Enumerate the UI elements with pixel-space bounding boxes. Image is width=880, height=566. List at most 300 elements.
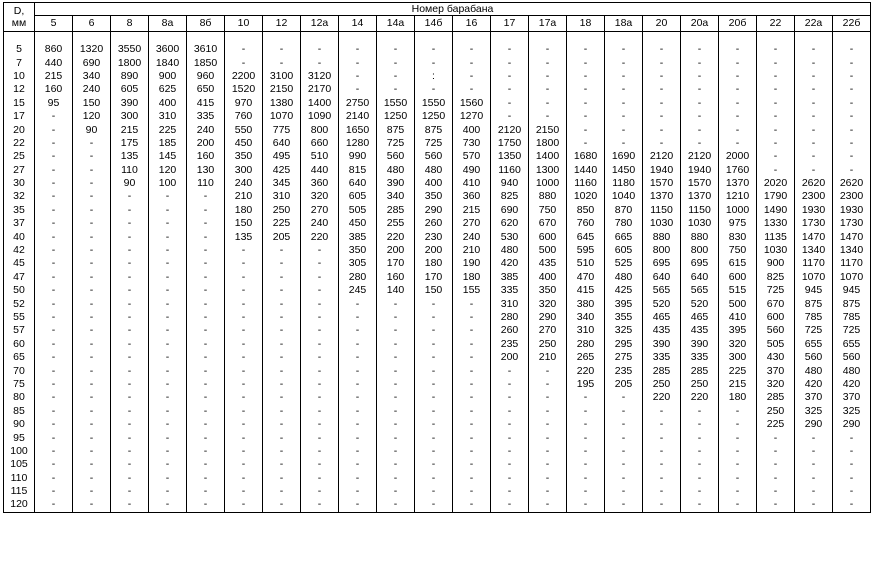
- value-cell: -: [263, 445, 301, 458]
- value-cell: -: [833, 164, 871, 177]
- value-cell: -: [643, 485, 681, 498]
- value-cell: -: [719, 56, 757, 69]
- value-cell: -: [35, 123, 73, 136]
- value-cell: -: [225, 271, 263, 284]
- value-cell: -: [35, 338, 73, 351]
- value-cell: 175: [111, 137, 149, 150]
- value-cell: 440: [301, 164, 339, 177]
- value-cell: -: [35, 351, 73, 364]
- value-cell: -: [453, 70, 491, 83]
- value-cell: -: [795, 110, 833, 123]
- value-cell: 900: [149, 70, 187, 83]
- value-cell: 215: [719, 378, 757, 391]
- value-cell: 345: [263, 177, 301, 190]
- diameter-cell: 17: [4, 110, 35, 123]
- value-cell: 1400: [529, 150, 567, 163]
- value-cell: -: [529, 378, 567, 391]
- value-cell: -: [719, 445, 757, 458]
- value-cell: -: [415, 378, 453, 391]
- value-cell: -: [301, 324, 339, 337]
- value-cell: -: [491, 83, 529, 96]
- value-cell: -: [111, 338, 149, 351]
- value-cell: 850: [567, 204, 605, 217]
- value-cell: -: [643, 110, 681, 123]
- value-cell: 1350: [491, 150, 529, 163]
- value-cell: 240: [225, 177, 263, 190]
- value-cell: -: [833, 43, 871, 56]
- value-cell: -: [149, 338, 187, 351]
- value-cell: -: [339, 70, 377, 83]
- value-cell: 215: [453, 204, 491, 217]
- value-cell: 760: [567, 217, 605, 230]
- value-cell: -: [225, 324, 263, 337]
- value-cell: 310: [263, 190, 301, 203]
- value-cell: -: [149, 217, 187, 230]
- value-cell: 1070: [263, 110, 301, 123]
- table-row: [4, 83, 871, 96]
- value-cell: -: [149, 284, 187, 297]
- value-cell: -: [149, 445, 187, 458]
- value-cell: 415: [567, 284, 605, 297]
- value-cell: -: [719, 458, 757, 471]
- value-cell: -: [111, 351, 149, 364]
- value-cell: :: [415, 70, 453, 83]
- value-cell: 2620: [795, 177, 833, 190]
- value-cell: -: [263, 391, 301, 404]
- value-cell: 2000: [719, 150, 757, 163]
- value-cell: -: [529, 405, 567, 418]
- value-cell: 1135: [757, 230, 795, 243]
- value-cell: 1250: [415, 110, 453, 123]
- value-cell: -: [415, 458, 453, 471]
- value-cell: -: [35, 257, 73, 270]
- value-cell: -: [73, 177, 111, 190]
- value-cell: 600: [529, 230, 567, 243]
- value-cell: -: [263, 472, 301, 485]
- value-cell: -: [377, 351, 415, 364]
- value-cell: 565: [643, 284, 681, 297]
- spacer-cell: [605, 32, 643, 44]
- value-cell: -: [719, 70, 757, 83]
- value-cell: 200: [377, 244, 415, 257]
- spacer-cell: [301, 32, 339, 44]
- value-cell: -: [149, 257, 187, 270]
- value-cell: -: [263, 405, 301, 418]
- diameter-cell: 12: [4, 83, 35, 96]
- value-cell: -: [491, 97, 529, 110]
- value-cell: -: [795, 43, 833, 56]
- value-cell: -: [757, 97, 795, 110]
- value-cell: -: [111, 405, 149, 418]
- value-cell: -: [111, 284, 149, 297]
- value-cell: 325: [605, 324, 643, 337]
- value-cell: -: [681, 56, 719, 69]
- value-cell: 225: [149, 123, 187, 136]
- value-cell: -: [415, 391, 453, 404]
- value-cell: -: [453, 458, 491, 471]
- value-cell: 560: [757, 324, 795, 337]
- value-cell: -: [73, 391, 111, 404]
- value-cell: 225: [263, 217, 301, 230]
- value-cell: 1400: [301, 97, 339, 110]
- value-cell: -: [225, 391, 263, 404]
- diameter-cell: 55: [4, 311, 35, 324]
- value-cell: 775: [263, 123, 301, 136]
- value-cell: 490: [453, 164, 491, 177]
- value-cell: -: [111, 418, 149, 431]
- value-cell: 595: [567, 244, 605, 257]
- value-cell: -: [111, 297, 149, 310]
- diameter-cell: 50: [4, 284, 35, 297]
- value-cell: -: [833, 445, 871, 458]
- value-cell: -: [73, 458, 111, 471]
- value-cell: -: [263, 244, 301, 257]
- value-cell: 640: [681, 271, 719, 284]
- value-cell: -: [377, 56, 415, 69]
- value-cell: 945: [833, 284, 871, 297]
- value-cell: -: [377, 498, 415, 512]
- value-cell: 270: [453, 217, 491, 230]
- value-cell: 1940: [643, 164, 681, 177]
- value-cell: -: [263, 498, 301, 512]
- table-row: [4, 378, 871, 391]
- value-cell: -: [149, 405, 187, 418]
- diameter-cell: 27: [4, 164, 35, 177]
- value-cell: -: [263, 364, 301, 377]
- value-cell: 730: [453, 137, 491, 150]
- value-cell: 1370: [719, 177, 757, 190]
- value-cell: -: [795, 70, 833, 83]
- value-cell: -: [149, 418, 187, 431]
- value-cell: 1070: [795, 271, 833, 284]
- value-cell: 325: [795, 405, 833, 418]
- value-cell: 220: [377, 230, 415, 243]
- value-cell: -: [187, 204, 225, 217]
- value-cell: 625: [149, 83, 187, 96]
- value-cell: -: [35, 217, 73, 230]
- value-cell: 520: [643, 297, 681, 310]
- value-cell: 520: [681, 297, 719, 310]
- value-cell: -: [73, 324, 111, 337]
- value-cell: 370: [757, 364, 795, 377]
- value-cell: -: [35, 204, 73, 217]
- value-cell: -: [149, 204, 187, 217]
- value-cell: 420: [795, 378, 833, 391]
- value-cell: 750: [529, 204, 567, 217]
- value-cell: 285: [643, 364, 681, 377]
- value-cell: -: [491, 498, 529, 512]
- value-cell: 335: [681, 351, 719, 364]
- drum-number-header: 14: [339, 16, 377, 32]
- value-cell: 180: [453, 271, 491, 284]
- diameter-cell: 105: [4, 458, 35, 471]
- diameter-cell: 57: [4, 324, 35, 337]
- diameter-cell: 32: [4, 190, 35, 203]
- value-cell: 310: [567, 324, 605, 337]
- diameter-cell: 37: [4, 217, 35, 230]
- spacer-cell: [73, 32, 111, 44]
- value-cell: 370: [833, 391, 871, 404]
- value-cell: -: [719, 137, 757, 150]
- value-cell: -: [757, 137, 795, 150]
- value-cell: 1380: [263, 97, 301, 110]
- value-cell: 160: [187, 150, 225, 163]
- value-cell: -: [795, 56, 833, 69]
- value-cell: 990: [339, 150, 377, 163]
- value-cell: 385: [339, 230, 377, 243]
- table-row: [4, 150, 871, 163]
- value-cell: 210: [453, 244, 491, 257]
- value-cell: -: [187, 431, 225, 444]
- value-cell: 260: [491, 324, 529, 337]
- value-cell: -: [377, 431, 415, 444]
- value-cell: -: [377, 70, 415, 83]
- value-cell: -: [643, 97, 681, 110]
- drum-number-header: 20: [643, 16, 681, 32]
- value-cell: -: [719, 498, 757, 512]
- value-cell: -: [263, 284, 301, 297]
- value-cell: 815: [339, 164, 377, 177]
- diameter-cell: 40: [4, 230, 35, 243]
- value-cell: 760: [225, 110, 263, 123]
- value-cell: -: [301, 56, 339, 69]
- value-cell: 350: [415, 190, 453, 203]
- value-cell: 1160: [567, 177, 605, 190]
- value-cell: 650: [187, 83, 225, 96]
- value-cell: -: [377, 83, 415, 96]
- value-cell: 3610: [187, 43, 225, 56]
- value-cell: -: [73, 498, 111, 512]
- value-cell: 1550: [415, 97, 453, 110]
- value-cell: 285: [681, 364, 719, 377]
- value-cell: -: [149, 458, 187, 471]
- value-cell: -: [301, 364, 339, 377]
- value-cell: 1470: [795, 230, 833, 243]
- value-cell: 480: [491, 244, 529, 257]
- value-cell: -: [795, 458, 833, 471]
- value-cell: -: [681, 83, 719, 96]
- value-cell: -: [263, 271, 301, 284]
- value-cell: 510: [301, 150, 339, 163]
- value-cell: -: [149, 364, 187, 377]
- value-cell: -: [757, 431, 795, 444]
- value-cell: -: [567, 43, 605, 56]
- value-cell: 180: [719, 391, 757, 404]
- value-cell: 1750: [491, 137, 529, 150]
- value-cell: -: [681, 110, 719, 123]
- value-cell: -: [491, 431, 529, 444]
- value-cell: -: [263, 378, 301, 391]
- value-cell: -: [111, 217, 149, 230]
- value-cell: 640: [263, 137, 301, 150]
- value-cell: -: [301, 498, 339, 512]
- value-cell: 2120: [491, 123, 529, 136]
- value-cell: -: [453, 391, 491, 404]
- value-cell: 3100: [263, 70, 301, 83]
- value-cell: -: [377, 364, 415, 377]
- table-row: [4, 498, 871, 512]
- value-cell: 210: [529, 351, 567, 364]
- value-cell: -: [301, 458, 339, 471]
- diameter-cell: 110: [4, 472, 35, 485]
- value-cell: 135: [225, 230, 263, 243]
- value-cell: -: [415, 83, 453, 96]
- value-cell: -: [757, 164, 795, 177]
- value-cell: 1150: [681, 204, 719, 217]
- value-cell: -: [225, 498, 263, 512]
- value-cell: -: [719, 431, 757, 444]
- value-cell: -: [111, 244, 149, 257]
- value-cell: 205: [605, 378, 643, 391]
- value-cell: 665: [605, 230, 643, 243]
- value-cell: -: [187, 472, 225, 485]
- value-cell: 1030: [681, 217, 719, 230]
- table-row: [4, 472, 871, 485]
- value-cell: -: [187, 405, 225, 418]
- value-cell: -: [491, 418, 529, 431]
- value-cell: -: [35, 150, 73, 163]
- diameter-cell: 120: [4, 498, 35, 512]
- value-cell: 725: [415, 137, 453, 150]
- table-row: [4, 190, 871, 203]
- value-cell: 350: [339, 244, 377, 257]
- value-cell: -: [833, 110, 871, 123]
- value-cell: 140: [377, 284, 415, 297]
- value-cell: -: [681, 418, 719, 431]
- value-cell: 875: [833, 297, 871, 310]
- value-cell: 2120: [681, 150, 719, 163]
- spacer-cell: [4, 32, 35, 44]
- value-cell: 280: [491, 311, 529, 324]
- spacer-cell: [491, 32, 529, 44]
- value-cell: 2620: [833, 177, 871, 190]
- table-row: [4, 284, 871, 297]
- value-cell: -: [491, 405, 529, 418]
- value-cell: -: [529, 458, 567, 471]
- value-cell: 875: [415, 123, 453, 136]
- table-row: [4, 177, 871, 190]
- diameter-cell: 70: [4, 364, 35, 377]
- value-cell: 160: [377, 271, 415, 284]
- drum-number-header: 8б: [187, 16, 225, 32]
- value-cell: 435: [681, 324, 719, 337]
- value-cell: -: [301, 405, 339, 418]
- diameter-cell: 60: [4, 338, 35, 351]
- value-cell: -: [339, 351, 377, 364]
- value-cell: -: [35, 431, 73, 444]
- header-row-group: [4, 3, 871, 16]
- value-cell: 1150: [643, 204, 681, 217]
- value-cell: -: [111, 271, 149, 284]
- value-cell: -: [643, 123, 681, 136]
- value-cell: -: [681, 485, 719, 498]
- spacer-cell: [643, 32, 681, 44]
- value-cell: -: [681, 472, 719, 485]
- drum-number-header: 22: [757, 16, 795, 32]
- value-cell: -: [757, 485, 795, 498]
- value-cell: 725: [833, 324, 871, 337]
- value-cell: -: [681, 498, 719, 512]
- value-cell: -: [225, 311, 263, 324]
- value-cell: -: [377, 297, 415, 310]
- value-cell: -: [415, 43, 453, 56]
- value-cell: -: [35, 137, 73, 150]
- drum-number-header: 14б: [415, 16, 453, 32]
- value-cell: -: [643, 458, 681, 471]
- value-cell: -: [491, 56, 529, 69]
- value-cell: -: [35, 297, 73, 310]
- value-cell: 270: [529, 324, 567, 337]
- value-cell: -: [453, 83, 491, 96]
- value-cell: 695: [681, 257, 719, 270]
- value-cell: -: [187, 324, 225, 337]
- value-cell: 3120: [301, 70, 339, 83]
- value-cell: -: [73, 311, 111, 324]
- value-cell: 215: [111, 123, 149, 136]
- diameter-cell: 65: [4, 351, 35, 364]
- table-row: [4, 311, 871, 324]
- value-cell: 200: [415, 244, 453, 257]
- spacer-row: [4, 32, 871, 44]
- value-cell: -: [567, 405, 605, 418]
- value-cell: -: [377, 43, 415, 56]
- value-cell: 605: [339, 190, 377, 203]
- drum-number-header: 17а: [529, 16, 567, 32]
- value-cell: 160: [35, 83, 73, 96]
- value-cell: -: [35, 230, 73, 243]
- spacer-cell: [263, 32, 301, 44]
- value-cell: -: [491, 472, 529, 485]
- value-cell: 1520: [225, 83, 263, 96]
- value-cell: 780: [605, 217, 643, 230]
- value-cell: 180: [225, 204, 263, 217]
- value-cell: -: [301, 485, 339, 498]
- value-cell: 320: [757, 378, 795, 391]
- value-cell: 210: [225, 190, 263, 203]
- value-cell: -: [149, 378, 187, 391]
- value-cell: 435: [643, 324, 681, 337]
- value-cell: -: [73, 271, 111, 284]
- value-cell: -: [529, 70, 567, 83]
- value-cell: -: [415, 297, 453, 310]
- value-cell: -: [605, 56, 643, 69]
- value-cell: 3600: [149, 43, 187, 56]
- value-cell: -: [719, 123, 757, 136]
- value-cell: 1330: [757, 217, 795, 230]
- value-cell: -: [111, 378, 149, 391]
- value-cell: 400: [453, 123, 491, 136]
- value-cell: -: [605, 472, 643, 485]
- value-cell: -: [35, 364, 73, 377]
- table-row: [4, 485, 871, 498]
- value-cell: 420: [491, 257, 529, 270]
- value-cell: -: [529, 391, 567, 404]
- value-cell: -: [643, 498, 681, 512]
- value-cell: 450: [225, 137, 263, 150]
- value-cell: -: [301, 311, 339, 324]
- value-cell: 395: [605, 297, 643, 310]
- value-cell: -: [529, 364, 567, 377]
- diameter-cell: 10: [4, 70, 35, 83]
- value-cell: -: [149, 324, 187, 337]
- value-cell: 185: [149, 137, 187, 150]
- value-cell: -: [453, 338, 491, 351]
- value-cell: -: [605, 498, 643, 512]
- value-cell: -: [187, 230, 225, 243]
- value-cell: -: [529, 498, 567, 512]
- spacer-cell: [453, 32, 491, 44]
- drum-number-header: 16: [453, 16, 491, 32]
